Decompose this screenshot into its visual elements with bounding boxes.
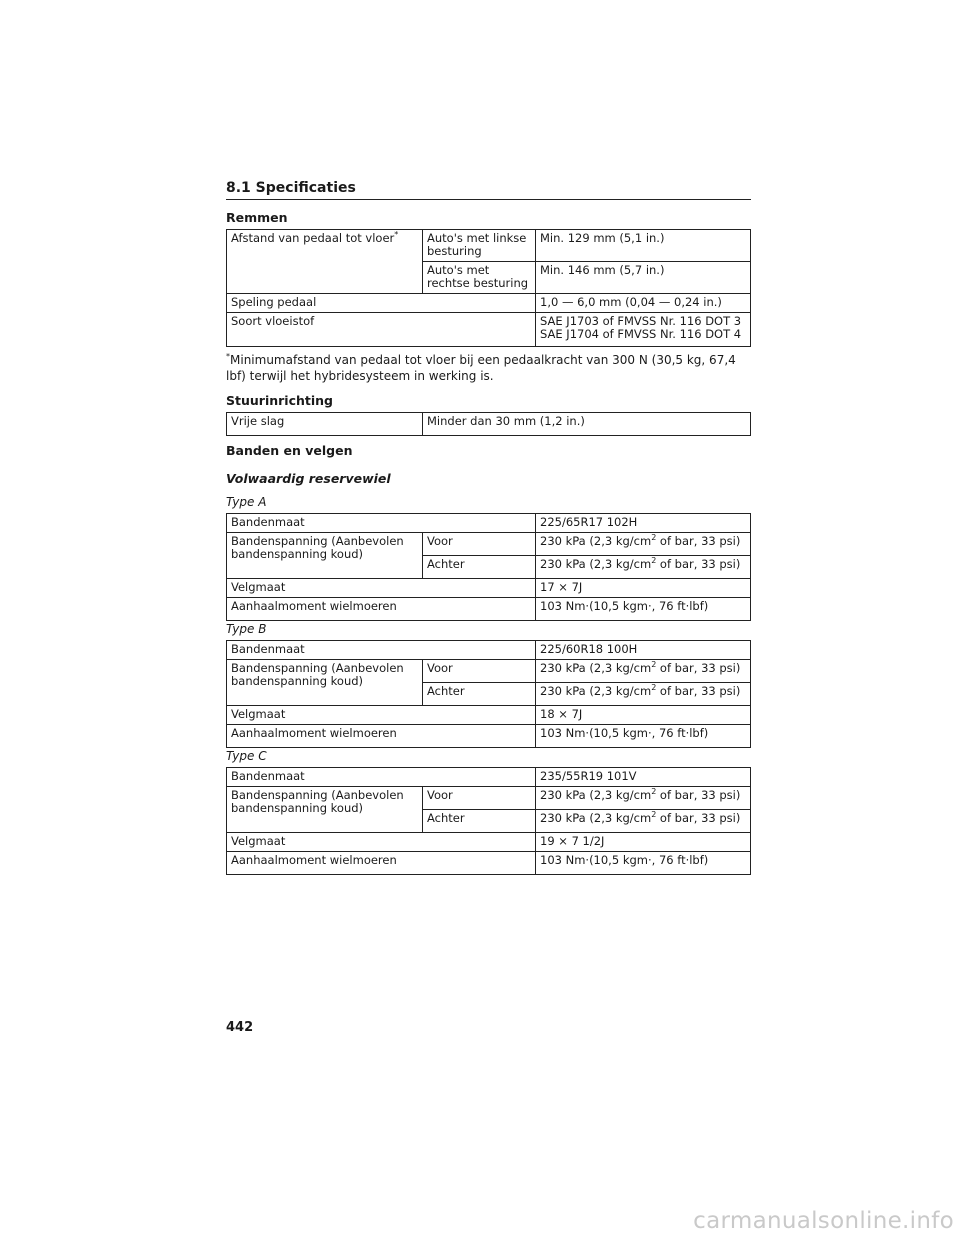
velgmaat-label: Velgmaat xyxy=(227,833,536,852)
vloeistof-value-1: SAE J1703 of FMVSS Nr. 116 DOT 3 xyxy=(540,314,742,328)
type-b-heading: Type B xyxy=(226,622,267,636)
velgmaat-label: Velgmaat xyxy=(227,579,536,598)
bandenmaat-label: Bandenmaat xyxy=(227,514,536,533)
type-a-table xyxy=(226,513,751,621)
bandenmaat-label: Bandenmaat xyxy=(227,641,536,660)
voor-label: Voor xyxy=(423,787,536,810)
banden-heading: Banden en velgen xyxy=(226,443,353,458)
aanhaal-label: Aanhaalmoment wielmoeren xyxy=(227,598,536,621)
footnote-mark: * xyxy=(226,352,230,361)
watermark: carmanualsonline.info xyxy=(693,1208,954,1234)
bandenspanning-label: Bandenspanning (Aanbevolen bandenspanning koud) xyxy=(227,533,423,579)
remmen-footnote xyxy=(226,352,751,384)
footnote-text: Minimumafstand van pedaal tot vloer bij een pedaalkracht van 300 N (30,5 kg, 67,4 lbf) terwijl het hybridesysteem in werking is. xyxy=(226,353,736,383)
linkse-label: Auto's met linkse besturing xyxy=(423,230,536,262)
bandenmaat-value: 235/55R19 101V xyxy=(536,768,751,787)
section-title: 8.1 Specificaties xyxy=(226,180,751,200)
afstand-label: Afstand van pedaal tot vloer xyxy=(231,231,395,245)
vloeistof-label: Soort vloeistof xyxy=(227,313,536,347)
type-c-heading: Type C xyxy=(226,749,267,763)
aanhaal-label: Aanhaalmoment wielmoeren xyxy=(227,725,536,748)
rechtse-value: Min. 146 mm (5,7 in.) xyxy=(536,262,751,294)
achter-label: Achter xyxy=(423,683,536,706)
bandenspanning-label: Bandenspanning (Aanbevolen bandenspanning koud) xyxy=(227,787,423,833)
bandenmaat-value: 225/65R17 102H xyxy=(536,514,751,533)
velgmaat-value: 18 × 7J xyxy=(536,706,751,725)
bandenmaat-label: Bandenmaat xyxy=(227,768,536,787)
banden-subheading: Volwaardig reservewiel xyxy=(226,471,391,486)
achter-pressure: 230 kPa (2,3 $kg/cm^2$ of bar, 33 psi) xyxy=(536,556,751,579)
vrije-slag-label: Vrije slag xyxy=(227,413,423,436)
linkse-value: Min. 129 mm (5,1 in.) xyxy=(536,230,751,262)
vloeistof-value-2: SAE J1704 of FMVSS Nr. 116 DOT 4 xyxy=(540,327,742,341)
bandenmaat-value: 225/60R18 100H xyxy=(536,641,751,660)
speling-label: Speling pedaal xyxy=(227,294,536,313)
vrije-slag-value: Minder dan 30 mm (1,2 in.) xyxy=(423,413,751,436)
achter-pressure: 230 kPa (2,3 $kg/cm^2$ of bar, 33 psi) xyxy=(536,810,751,833)
type-c-table xyxy=(226,767,751,875)
velgmaat-label: Velgmaat xyxy=(227,706,536,725)
voor-pressure: 230 kPa (2,3 $kg/cm^2$ of bar, 33 psi) xyxy=(536,533,751,556)
voor-pressure: 230 kPa (2,3 $kg/cm^2$ of bar, 33 psi) xyxy=(536,660,751,683)
stuur-table xyxy=(226,412,751,436)
aanhaal-value: 103 Nm·(10,5 kgm·, 76 ft·lbf) xyxy=(536,598,751,621)
rechtse-label: Auto's met rechtse besturing xyxy=(423,262,536,294)
speling-value: 1,0 — 6,0 mm (0,04 — 0,24 in.) xyxy=(536,294,751,313)
afstand-cell xyxy=(227,230,423,294)
afstand-footnote-mark: * xyxy=(394,230,399,240)
voor-label: Voor xyxy=(423,660,536,683)
bandenspanning-label: Bandenspanning (Aanbevolen bandenspanning koud) xyxy=(227,660,423,706)
voor-pressure: 230 kPa (2,3 $kg/cm^2$ of bar, 33 psi) xyxy=(536,787,751,810)
achter-label: Achter xyxy=(423,810,536,833)
achter-label: Achter xyxy=(423,556,536,579)
type-a-heading: Type A xyxy=(226,495,267,509)
aanhaal-value: 103 Nm·(10,5 kgm·, 76 ft·lbf) xyxy=(536,852,751,875)
remmen-table xyxy=(226,229,751,347)
type-b-table xyxy=(226,640,751,748)
voor-label: Voor xyxy=(423,533,536,556)
aanhaal-label: Aanhaalmoment wielmoeren xyxy=(227,852,536,875)
velgmaat-value: 19 × 7 1/2J xyxy=(536,833,751,852)
stuur-heading: Stuurinrichting xyxy=(226,393,333,408)
velgmaat-value: 17 × 7J xyxy=(536,579,751,598)
page-number: 442 xyxy=(226,1020,254,1035)
vloeistof-value xyxy=(536,313,751,347)
achter-pressure: 230 kPa (2,3 $kg/cm^2$ of bar, 33 psi) xyxy=(536,683,751,706)
remmen-heading: Remmen xyxy=(226,210,288,225)
aanhaal-value: 103 Nm·(10,5 kgm·, 76 ft·lbf) xyxy=(536,725,751,748)
